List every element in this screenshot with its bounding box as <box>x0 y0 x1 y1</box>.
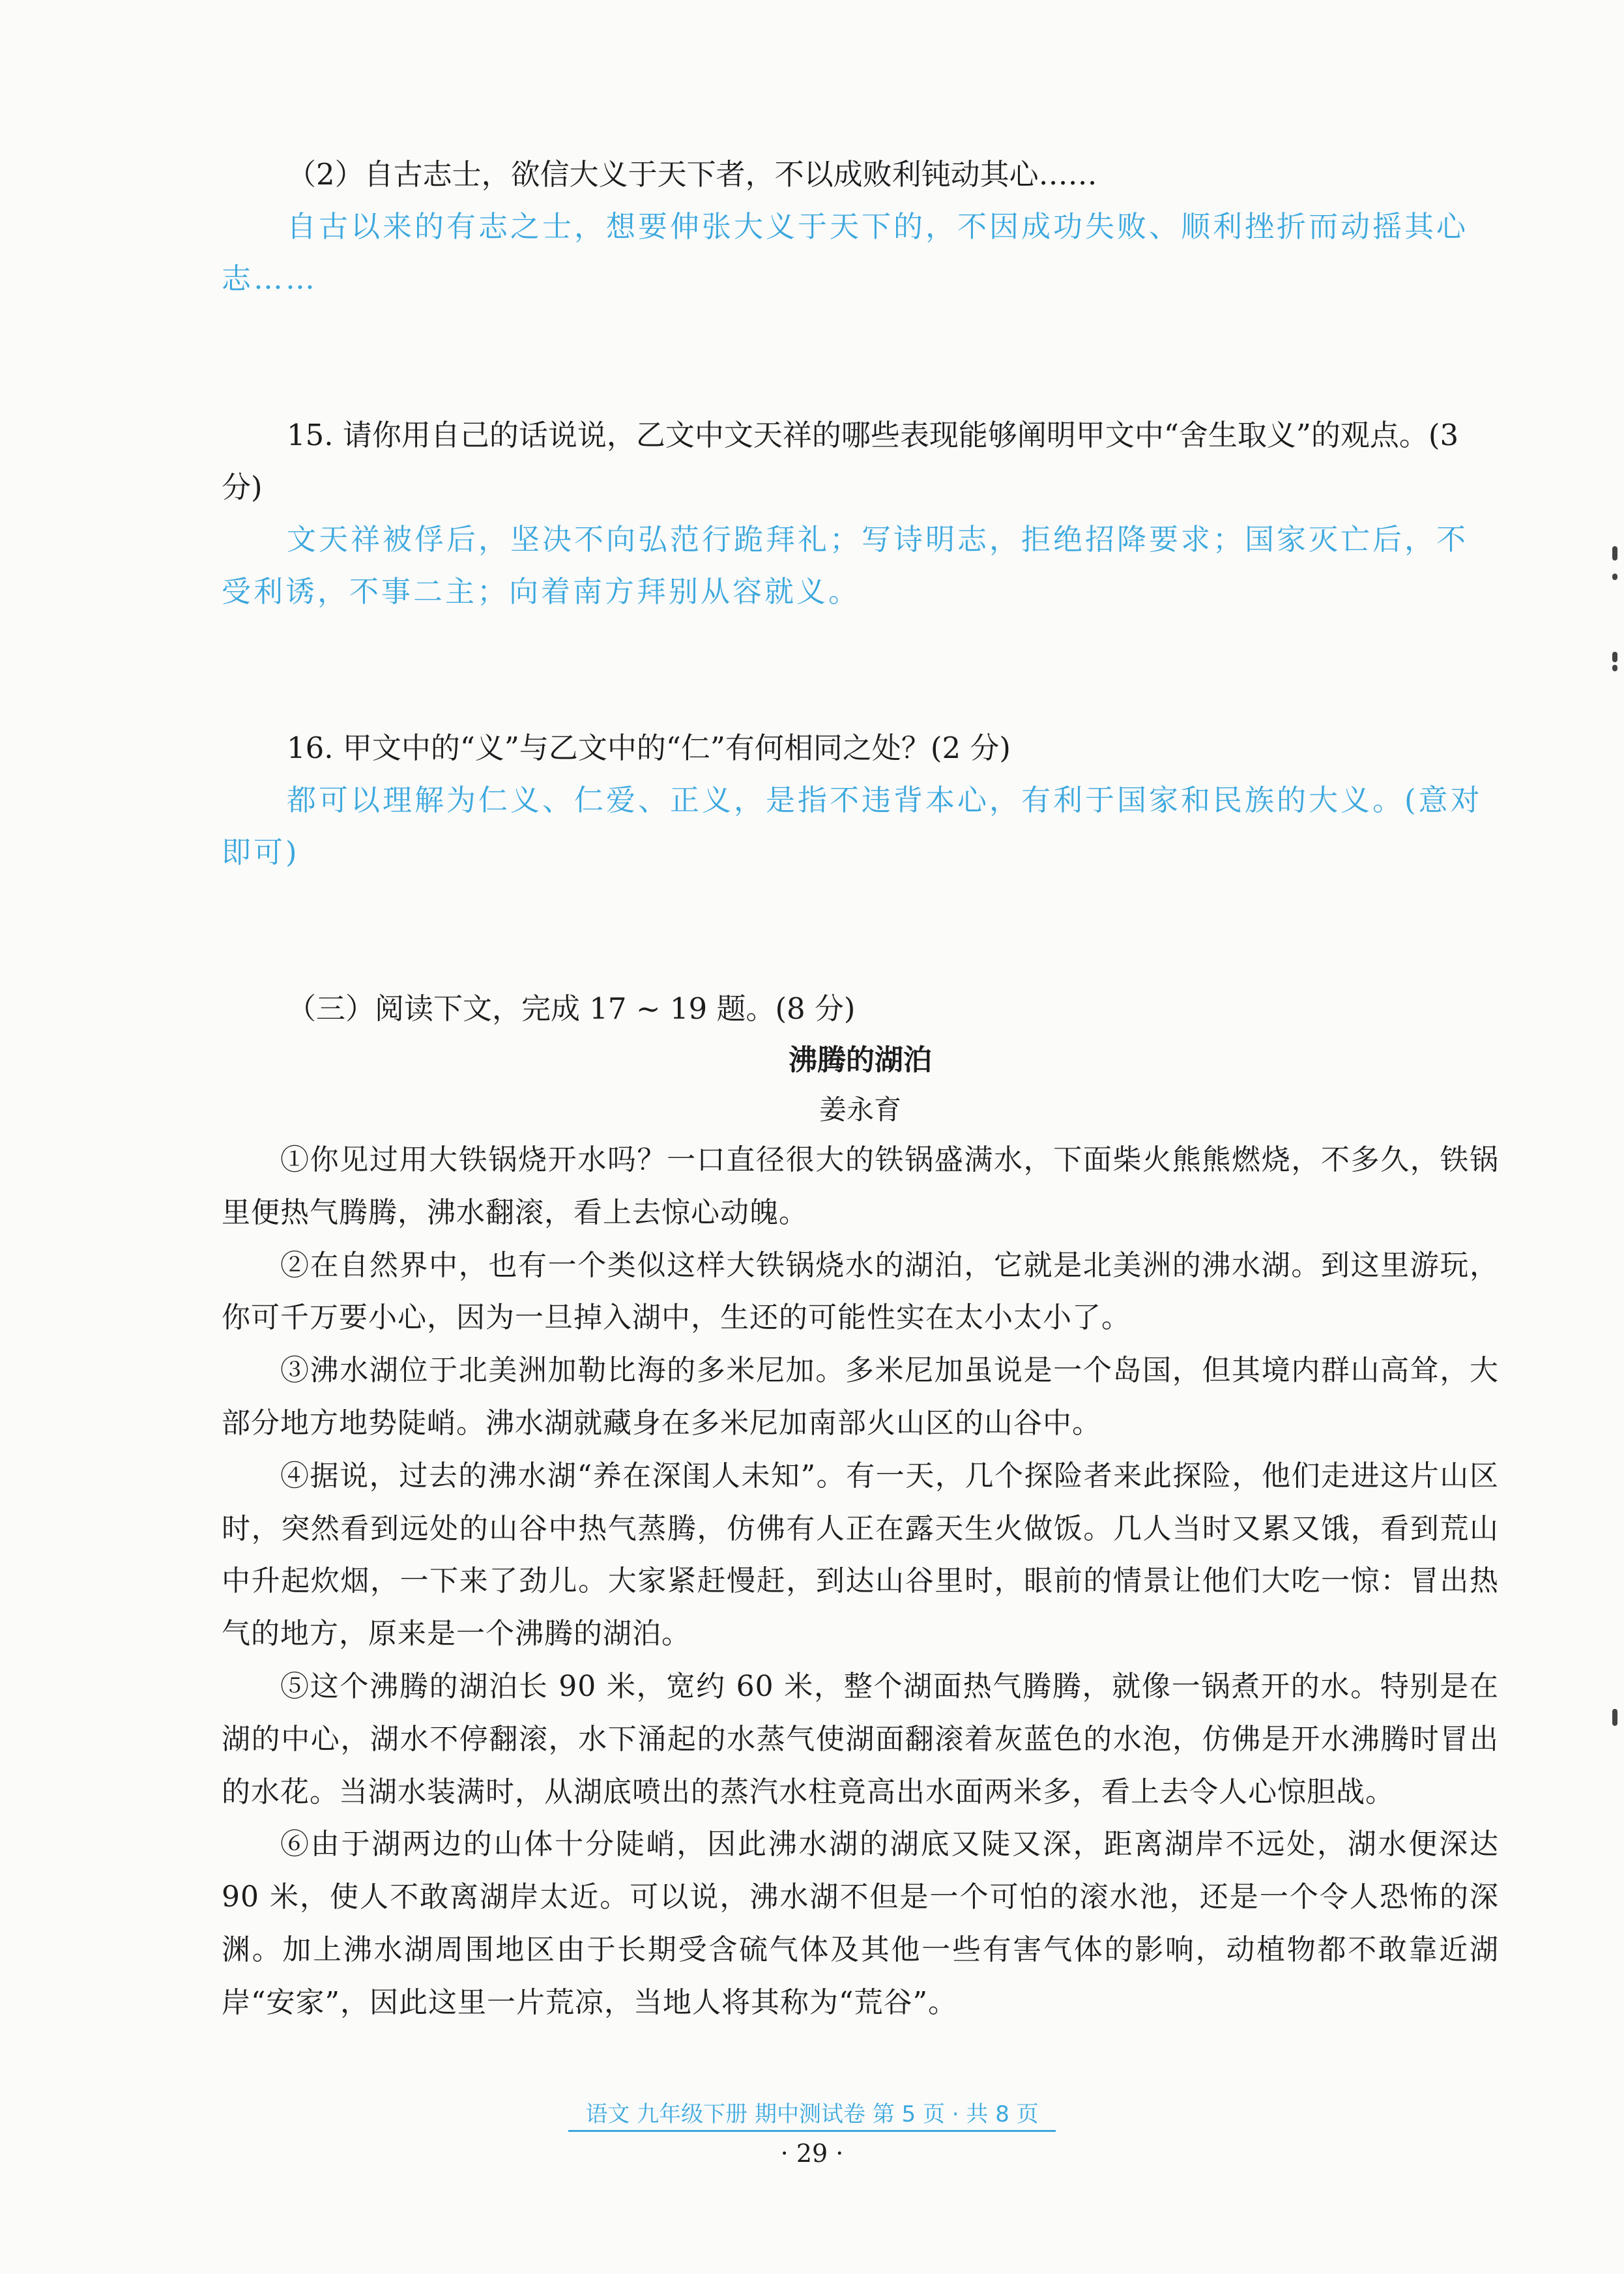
answer-text: 都可以理解为仁义、仁爱、正义，是指不违背本心，有利于国家和民族的大义。(意对即可) <box>222 783 1483 869</box>
article-paragraph-6: ⑥由于湖两边的山体十分陡峭，因此沸水湖的湖底又陡又深，距离湖岸不远处，湖水便深达 90 米，使人不敢离湖岸太近。可以说，沸水湖不但是一个可怕的滚水池，还是一个令人恐怖的深渊。加上沸水湖周围地区由于长期受含硫气体及其他一些有害气体的影响，动植物都不敢靠近湖岸“安家”，因此这里一片荒凉，当地人将其称为“荒谷”。 <box>222 1828 1499 2019</box>
reading-section-3 <box>222 983 1499 2030</box>
article-paragraph-4: ④据说，过去的沸水湖“养在深闺人未知”。有一天，几个探险者来此探险，他们走进这片山区时，突然看到远处的山谷中热气蒸腾，仿佛有人正在露天生火做饭。几人当时又累又饿，看到荒山中升起炊烟，一下来了劲儿。大家紧赶慢赶，到达山谷里时，眼前的情景让他们大吃一惊：冒出热气的地方，原来是一个沸腾的湖泊。 <box>222 1459 1499 1651</box>
question-prompt: （2）自古志士，欲信大义于天下者，不以成败利钝动其心…… <box>287 157 1097 192</box>
answer-text: 自古以来的有志之士，想要伸张大义于天下的，不因成功失败、顺利挫折而动摇其心志…… <box>222 209 1469 296</box>
page-footer <box>0 2099 1624 2132</box>
question-16 <box>222 722 1499 879</box>
question-15 <box>222 409 1499 618</box>
scan-edge-mark <box>1612 665 1617 671</box>
article-paragraph-1: ①你见过用大铁锅烧开水吗？一口直径很大的铁锅盛满水，下面柴火熊熊燃烧，不多久，铁锅里便热气腾腾，沸水翻滚，看上去惊心动魄。 <box>222 1143 1499 1229</box>
question-14-2 <box>222 149 1499 305</box>
page-number: · 29 · <box>780 2139 844 2168</box>
question-prompt: 15. 请你用自己的话说说，乙文中文天祥的哪些表现能够阐明甲文中“舍生取义”的观点。(3 分) <box>222 418 1459 504</box>
scan-edge-mark <box>1612 1709 1617 1726</box>
article-body <box>222 1134 1499 2030</box>
section-heading: （三）阅读下文，完成 17 ~ 19 题。(8 分) <box>287 991 856 1026</box>
article-paragraph-5: ⑤这个沸腾的湖泊长 90 米，宽约 60 米，整个湖面热气腾腾，就像一锅煮开的水。特别是在湖的中心，湖水不停翻滚，水下涌起的水蒸气使湖面翻滚着灰蓝色的水泡，仿佛是开水沸腾时冒出的水花。当湖水装满时，从湖底喷出的蒸汽水柱竟高出水面两米多，看上去令人心惊胆战。 <box>222 1669 1499 1809</box>
footer-course-info: 语文 九年级下册 期中测试卷 第 5 页 · 共 8 页 <box>568 2099 1055 2132</box>
question-prompt: 16. 甲文中的“义”与乙文中的“仁”有何相同之处？(2 分) <box>287 731 1011 765</box>
answer-text: 文天祥被俘后，坚决不向弘范行跪拜礼；写诗明志，拒绝招降要求；国家灭亡后，不受利诱，不事二主；向着南方拜别从容就义。 <box>222 522 1469 609</box>
article-paragraph-2: ②在自然界中，也有一个类似这样大铁锅烧水的湖泊，它就是北美洲的沸水湖。到这里游玩，你可千万要小心，因为一旦掉入湖中，生还的可能性实在太小太小了。 <box>222 1248 1499 1335</box>
scan-edge-mark <box>1612 546 1617 561</box>
scan-edge-mark <box>1612 652 1617 662</box>
scan-edge-mark <box>1612 574 1617 580</box>
article-title: 沸腾的湖泊 <box>789 1043 932 1077</box>
article-author: 姜永育 <box>819 1094 901 1126</box>
article-paragraph-3: ③沸水湖位于北美洲加勒比海的多米尼加。多米尼加虽说是一个岛国，但其境内群山高耸，大部分地方地势陡峭。沸水湖就藏身在多米尼加南部火山区的山谷中。 <box>222 1354 1499 1440</box>
